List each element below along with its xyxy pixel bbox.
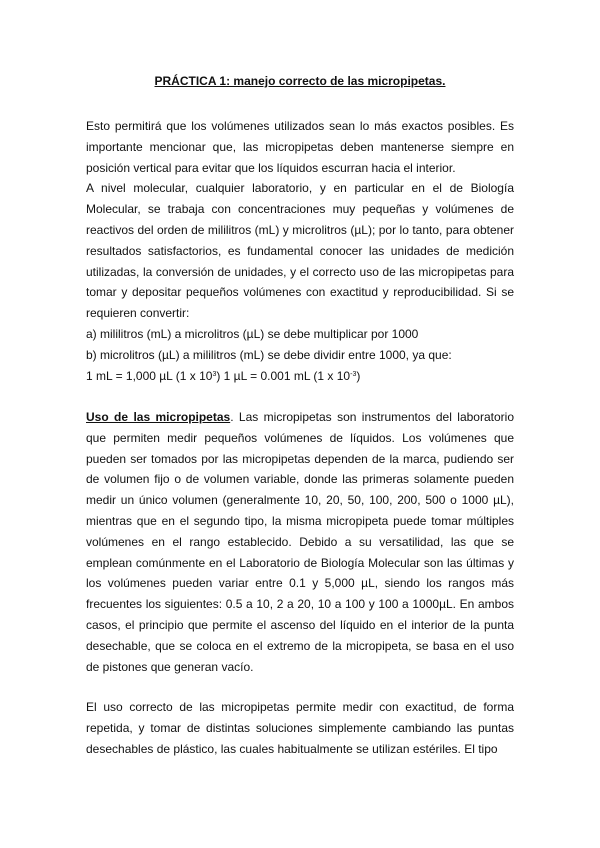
conversion-equation	[86, 366, 514, 387]
page-title: PRÁCTICA 1: manejo correcto de las micropipetas.	[154, 74, 446, 88]
section-uso-text: . Las micropipetas son instrumentos del laboratorio que permiten medir pequeños volúmenes de líquidos. Los volúmenes que pueden ser tomados por las micropipetas dependen de la marca, pudiendo ser de volumen fijo o de volumen variable, donde las primeras solamente pueden medir un único volumen (generalmente 10, 20, 50, 100, 200, 500 o 1000 µL), mientras que en el segundo tipo, la misma micropipeta puede tomar múltiples volúmenes en el rango establecido. Debido a su versatilidad, las que se emplean comúnmente en el Laboratorio de Biología Molecular son las últimas y los volúmenes pueden variar entre 0.1 y 5,000 µL, siendo los rangos más frecuentes los siguientes: 0.5 a 10, 2 a 20, 10 a 100 y 100 a 1000µL. En ambos casos, el principio que permite el ascenso del líquido en el interior de la punta desechable, que se coloca en el extremo de la micropipeta, se basa en el uso de pistones que generan vacío.	[86, 410, 514, 674]
closing-block	[86, 697, 514, 759]
closing-paragraph: El uso correcto de las micropipetas permite medir con exactitud, de forma repetida, y tomar de distintas soluciones simplemente cambiando las puntas desechables de plástico, las cuales habitualmente se utilizan estériles. El tipo	[86, 700, 514, 756]
section-heading: Uso de las micropipetas	[86, 410, 231, 424]
equation-exponent-2: -3	[350, 370, 357, 378]
conversion-a: a) mililitros (mL) a microlitros (µL) se debe multiplicar por 1000	[86, 326, 419, 341]
equation-exponent-1: 3	[212, 370, 217, 378]
conversion-b: b) microlitros (µL) a mililitros (mL) se debe dividir entre 1000, ya que:	[86, 347, 452, 362]
equation-part-1: 1 mL = 1,000 µL (1 x 10	[86, 368, 213, 383]
equation-part-3: )	[356, 368, 361, 383]
equation-part-2: ) 1 µL = 0.001 mL (1 x 10	[216, 368, 351, 383]
intro-block	[86, 116, 514, 386]
section-uso-micropipetas	[86, 407, 514, 677]
intro-paragraph-2: A nivel molecular, cualquier laboratorio, y en particular en el de Biología Molecular, se trabaja con concentraciones muy pequeñas y volúmenes de reactivos del orden de mililitros (mL) y microlitros (µL); por lo tanto, para obtener resultados satisfactorios, es fundamental conocer las unidades de medición utilizadas, la conversión de unidades, y el correcto uso de las micropipetas para tomar y depositar pequeños volúmenes con exactitud y reproducibilidad. Si se requieren convertir:	[86, 181, 514, 321]
section-uso-paragraph	[86, 407, 514, 677]
intro-paragraph-1: Esto permitirá que los volúmenes utilizados sean lo más exactos posibles. Es importante mencionar que, las micropipetas deben mantenerse siempre en posición vertical para evitar que los líquidos escurran hacia el interior.	[86, 119, 514, 175]
